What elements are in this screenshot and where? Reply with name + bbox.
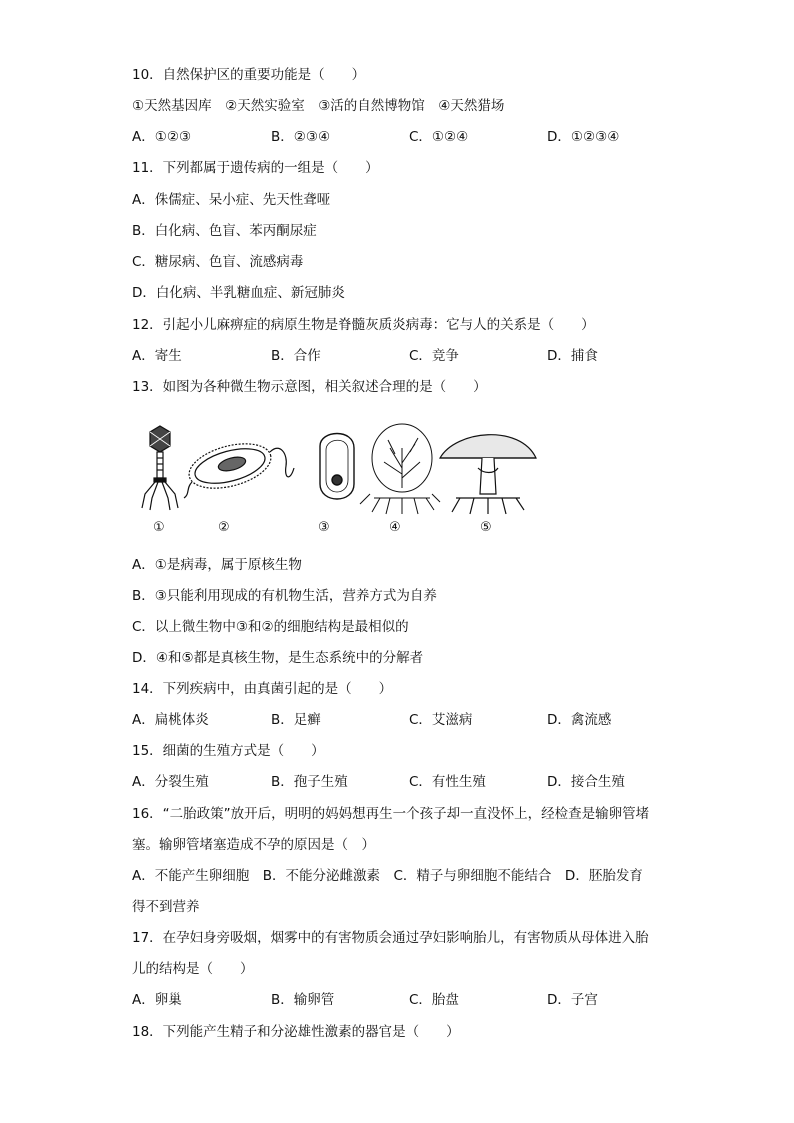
q14-option-c: C．艾滋病 — [409, 712, 473, 728]
q13-option-c: C．以上微生物中③和②的细胞结构是最相似的 — [132, 619, 409, 635]
q17-stem-line1: 17．在孕妇身旁吸烟，烟雾中的有害物质会通过孕妇影响胎儿，有害物质从母体进入胎 — [132, 930, 649, 946]
q12-stem: 12．引起小儿麻痹症的病原生物是脊髓灰质炎病毒：它与人的关系是（ ） — [132, 317, 595, 333]
q14-option-a: A．扁桃体炎 — [132, 712, 209, 728]
q14-option-b: B．足癣 — [271, 712, 321, 728]
bacteriophage-icon — [142, 426, 178, 510]
q16-options-line1: A．不能产生卵细胞 B．不能分泌雌激素 C．精子与卵细胞不能结合 D．胚胎发育 — [132, 868, 643, 884]
figure-label-2: ② — [218, 520, 230, 535]
q14-stem: 14．下列疾病中，由真菌引起的是（ ） — [132, 681, 393, 697]
q15-option-a: A．分裂生殖 — [132, 774, 209, 790]
q18-stem: 18．下列能产生精子和分泌雄性激素的器官是（ ） — [132, 1024, 460, 1040]
q15-option-d: D．接合生殖 — [547, 774, 625, 790]
q10-items: ①天然基因库 ②天然实验室 ③活的自然博物馆 ④天然猎场 — [132, 98, 505, 114]
q16-options-line2: 得不到营养 — [132, 899, 200, 915]
q10-option-d: D．①②③④ — [547, 129, 620, 145]
q17-option-b: B．输卵管 — [271, 992, 335, 1008]
q17-option-d: D．子宫 — [547, 992, 598, 1008]
figure-label-1: ① — [153, 520, 165, 535]
q10-stem: 10．自然保护区的重要功能是（ ） — [132, 67, 366, 83]
q11-option-a: A．侏儒症、呆小症、先天性聋哑 — [132, 192, 331, 208]
q12-option-a: A．寄生 — [132, 348, 182, 364]
q17-stem-line2: 儿的结构是（ ） — [132, 961, 254, 977]
mushroom-icon — [440, 435, 536, 514]
q12-option-c: C．竞争 — [409, 348, 459, 364]
q16-stem-line1: 16．“二胎政策”放开后，明明的妈妈想再生一个孩子却一直没怀上，经检查是输卵管堵 — [132, 806, 650, 822]
figure-label-3: ③ — [318, 520, 330, 535]
microorganism-illustration — [140, 418, 540, 518]
figure-label-4: ④ — [389, 520, 401, 535]
figure-label-5: ⑤ — [480, 520, 492, 535]
q10-option-c: C．①②④ — [409, 129, 469, 145]
bacterium-icon — [184, 436, 294, 498]
q11-option-c: C．糖尿病、色盲、流感病毒 — [132, 254, 304, 270]
q11-option-d: D．白化病、半乳糖血症、新冠肺炎 — [132, 285, 345, 301]
q15-stem: 15．细菌的生殖方式是（ ） — [132, 743, 325, 759]
q16-stem-line2: 塞。输卵管堵塞造成不孕的原因是（ ） — [132, 837, 375, 853]
q12-option-b: B．合作 — [271, 348, 321, 364]
q17-option-a: A．卵巢 — [132, 992, 182, 1008]
q15-option-c: C．有性生殖 — [409, 774, 486, 790]
q17-option-c: C．胎盘 — [409, 992, 459, 1008]
q10-option-a: A．①②③ — [132, 129, 192, 145]
yeast-icon — [320, 434, 354, 500]
q11-stem: 11．下列都属于遗传病的一组是（ ） — [132, 160, 379, 176]
q13-option-b: B．③只能利用现成的有机物生活，营养方式为自养 — [132, 588, 437, 604]
q14-option-d: D．禽流感 — [547, 712, 612, 728]
q13-stem: 13．如图为各种微生物示意图，相关叙述合理的是（ ） — [132, 379, 487, 395]
q13-option-d: D．④和⑤都是真核生物，是生态系统中的分解者 — [132, 650, 424, 666]
q10-option-b: B．②③④ — [271, 129, 331, 145]
mold-icon — [360, 424, 440, 514]
q13-option-a: A．①是病毒，属于原核生物 — [132, 557, 302, 573]
q11-option-b: B．白化病、色盲、苯丙酮尿症 — [132, 223, 317, 239]
q12-option-d: D．捕食 — [547, 348, 598, 364]
q15-option-b: B．孢子生殖 — [271, 774, 348, 790]
